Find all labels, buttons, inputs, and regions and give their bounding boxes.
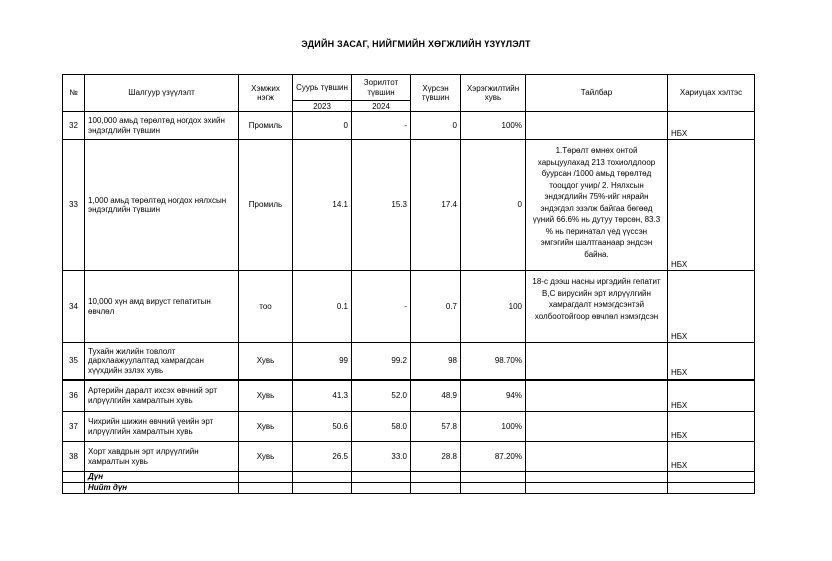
cell-responsible: НБХ [668, 112, 755, 140]
cell-percent: 100% [461, 112, 526, 140]
total-row [63, 483, 755, 494]
table-row [63, 140, 755, 271]
subtotal-row [63, 472, 755, 483]
cell-no: 32 [63, 112, 85, 140]
header-unit: Хэмжих нэгж [239, 75, 293, 112]
cell-achieved: 57.8 [411, 412, 461, 442]
cell-percent: 100 [461, 271, 526, 343]
cell-no: 33 [63, 140, 85, 271]
cell-percent: 100% [461, 412, 526, 442]
header-no: № [63, 75, 85, 112]
cell-achieved: 17.4 [411, 140, 461, 271]
total-label: Нийт дүн [85, 483, 239, 494]
cell-unit: тоо [239, 271, 293, 343]
cell-unit: Промиль [239, 112, 293, 140]
table-row [63, 380, 755, 412]
cell-target: 15.3 [352, 140, 411, 271]
header-note: Тайлбар [526, 75, 668, 112]
cell-percent: 87.20% [461, 442, 526, 472]
cell-baseline: 0 [293, 112, 352, 140]
header-indicator: Шалгуур үзүүлэлт [85, 75, 239, 112]
cell-note: 18-с дээш насны иргэдийн гепатит B,C вирусийн эрт илрүүлгийн хамрагдалт нэмэгдсэнтэй холбоотойгоор өвчлөл нэмэгдсэн [526, 271, 668, 343]
cell-indicator: Артерийн даралт ихсэх өвчний эрт илрүүлгийн хамралтын хувь [85, 380, 239, 412]
cell-note [526, 380, 668, 412]
cell-responsible: НБХ [668, 140, 755, 271]
cell-note [526, 112, 668, 140]
header-target-year: 2024 [352, 101, 411, 112]
cell-target: - [352, 112, 411, 140]
cell-no: 34 [63, 271, 85, 343]
cell-percent: 94% [461, 380, 526, 412]
header-target: Зорилтот түвшин [352, 75, 411, 101]
cell-target: 33.0 [352, 442, 411, 472]
cell-responsible: НБХ [668, 271, 755, 343]
cell-percent: 98.70% [461, 343, 526, 380]
table-row [63, 343, 755, 380]
table-row [63, 412, 755, 442]
cell-responsible: НБХ [668, 442, 755, 472]
header-responsible: Хариуцах хэлтэс [668, 75, 755, 112]
subtotal-label: Дүн [85, 472, 239, 483]
cell-responsible: НБХ [668, 343, 755, 380]
cell-target: 52.0 [352, 380, 411, 412]
cell-note [526, 412, 668, 442]
cell-baseline: 99 [293, 343, 352, 380]
cell-target: 58.0 [352, 412, 411, 442]
cell-baseline: 0.1 [293, 271, 352, 343]
page-title: ЭДИЙН ЗАСАГ, НИЙГМИЙН ХӨГЖЛИЙН ҮЗҮҮЛЭЛТ [301, 39, 531, 49]
cell-achieved: 0.7 [411, 271, 461, 343]
cell-no: 35 [63, 343, 85, 380]
header-achieved: Хүрсэн түвшин [411, 75, 461, 112]
cell-baseline: 50.6 [293, 412, 352, 442]
cell-unit: Хувь [239, 412, 293, 442]
table-row [63, 442, 755, 472]
cell-baseline: 41.3 [293, 380, 352, 412]
cell-percent: 0 [461, 140, 526, 271]
cell-no: 38 [63, 442, 85, 472]
cell-indicator: 10,000 хүн амд вируст гепатитын өвчлөл [85, 271, 239, 343]
cell-responsible: НБХ [668, 412, 755, 442]
cell-indicator: 1,000 амьд төрөлтөд ногдох нялхсын эндэгдлийн түвшин [85, 140, 239, 271]
cell-target: 99.2 [352, 343, 411, 380]
cell-note [526, 442, 668, 472]
cell-indicator: Тухайн жилийн товлолт дархлаажуулалтад хамрагдсан хүүхдийн эзлэх хувь [85, 343, 239, 380]
cell-note [526, 343, 668, 380]
header-percent: Хэрэгжилтийн хувь [461, 75, 526, 112]
cell-no: 36 [63, 380, 85, 412]
cell-unit: Промиль [239, 140, 293, 271]
cell-baseline: 14.1 [293, 140, 352, 271]
header-baseline-year: 2023 [293, 101, 352, 112]
cell-achieved: 48.9 [411, 380, 461, 412]
cell-indicator: 100,000 амьд төрөлтөд ногдох эхийн эндэгдлийн түвшин [85, 112, 239, 140]
cell-baseline: 26.5 [293, 442, 352, 472]
table-row [63, 112, 755, 140]
cell-unit: Хувь [239, 343, 293, 380]
cell-note: 1.Төрөлт өмнөх онтой харьцуулахад 213 тохиолдлоор буурсан /1000 амьд төрөлтөд тооцдог учир/ 2. Нялхсын эндэгдлийн 75%-ийг нярайн эндэгдэл эзэлж байгаа бөгөөд үүний 66.6% нь дутуу төрсөн, 83.3 % нь перинатал үед үүссэн эмгэгийн шалтгаанаар эндсэн байна. [526, 140, 668, 271]
table-row [63, 271, 755, 343]
cell-target: - [352, 271, 411, 343]
cell-unit: Хувь [239, 380, 293, 412]
cell-no: 37 [63, 412, 85, 442]
cell-achieved: 98 [411, 343, 461, 380]
indicator-table [62, 74, 755, 494]
cell-indicator: Чихрийн шижин өвчний үеийн эрт илрүүлгийн хамралтын хувь [85, 412, 239, 442]
cell-indicator: Хорт хавдрын эрт илрүүлгийн хамралтын хувь [85, 442, 239, 472]
header-baseline: Суурь түвшин [293, 75, 352, 101]
cell-unit: Хувь [239, 442, 293, 472]
cell-achieved: 0 [411, 112, 461, 140]
cell-responsible: НБХ [668, 380, 755, 412]
cell-achieved: 28.8 [411, 442, 461, 472]
